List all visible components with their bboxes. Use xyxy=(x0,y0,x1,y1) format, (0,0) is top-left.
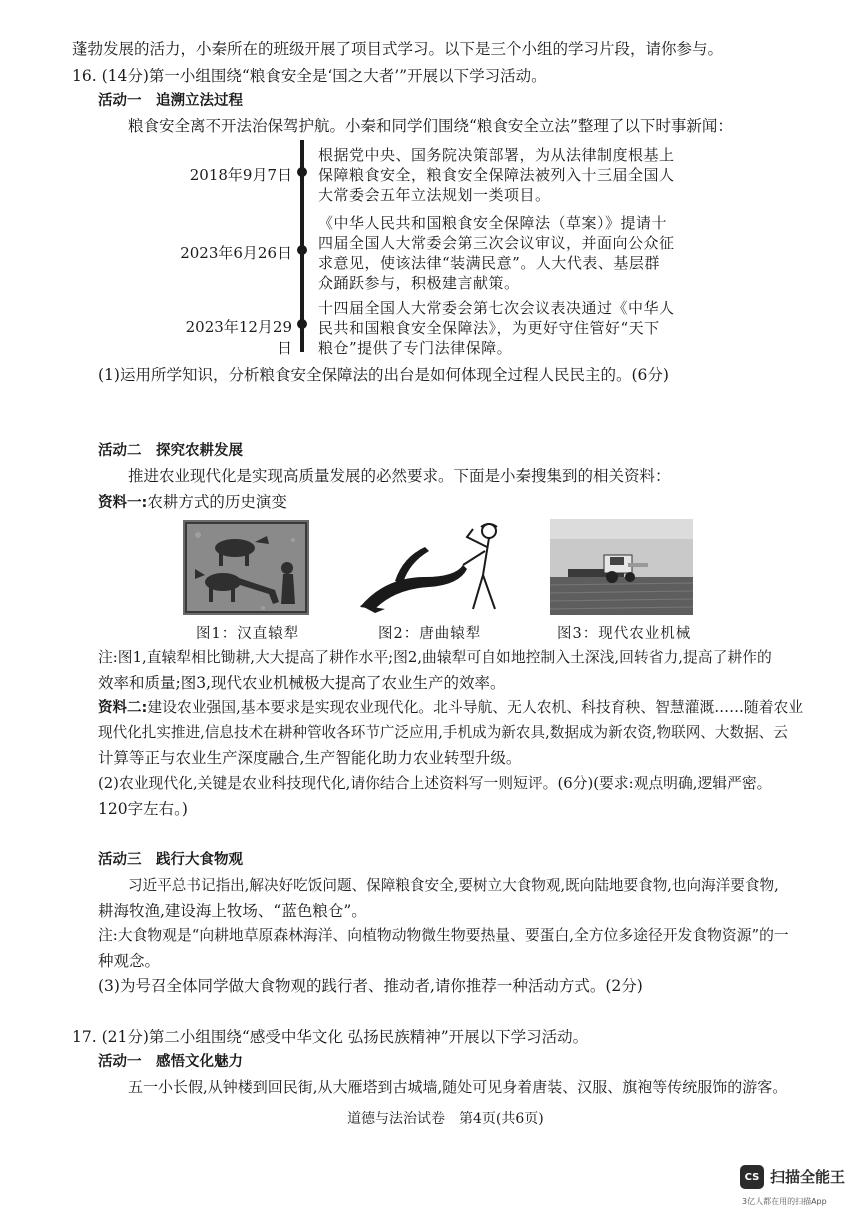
activity-1-title: 活动一 追溯立法过程 xyxy=(98,93,243,109)
timeline-text: 十四届全国人大常委会第七次会议表决通过《中华人 xyxy=(318,299,675,317)
timeline-dot xyxy=(297,245,307,255)
note-1-line: 注:图1,直辕犁相比锄耕,大大提高了耕作水平;图2,曲辕犁可自如地控制入土深浅,回转省力,提高了耕作的 xyxy=(98,649,772,666)
timeline-text: 众踊跃参与，积极建言献策。 xyxy=(318,274,520,292)
page-footer: 道德与法治试卷 第4页(共6页) xyxy=(347,1111,544,1127)
question-17-title: 17. (21分)第二小组围绕“感受中华文化 弘扬民族精神”开展以下学习活动。 xyxy=(72,1028,589,1046)
timeline-text: 大常委会五年立法规划一类项目。 xyxy=(318,186,551,204)
note-2-line: 种观念。 xyxy=(98,952,161,970)
activity-1-intro: 粮食安全离不开法治保驾护航。小秦和同学们围绕“粮食安全立法”整理了以下时事新闻： xyxy=(128,117,733,135)
timeline-dot xyxy=(297,167,307,177)
timeline-text: 民共和国粮食安全保障法》，为更好守住管好“天下 xyxy=(318,319,660,337)
material-2 xyxy=(98,698,803,718)
material-1-text: 农耕方式的历史演变 xyxy=(147,493,287,511)
note-2-line: 注:大食物观是“向耕地草原森林海洋、向植物动物微生物要热量、要蛋白,全方位多途径开发食物资源”的一 xyxy=(98,927,789,944)
timeline-text: 粮仓”提供了专门法律保障。 xyxy=(318,339,513,357)
question-16-3: (3)为号召全体同学做大食物观的践行者、推动者,请你推荐一种活动方式。(2分) xyxy=(98,977,643,995)
activity-3-text: 耕海牧渔,建设海上牧场、“蓝色粮仓”。 xyxy=(98,902,367,920)
timeline-text: 求意见，使该法律“装满民意”。人大代表、基层群 xyxy=(318,254,660,272)
question-16-1: (1)运用所学知识，分析粮食安全保障法的出台是如何体现全过程人民民主的。(6分) xyxy=(98,366,669,384)
activity-3-title: 活动三 践行大食物观 xyxy=(98,852,243,868)
activity-2-title: 活动二 探究农耕发展 xyxy=(98,443,243,459)
material-1-label: 资料一: xyxy=(98,495,148,511)
q17-activity-1-title: 活动一 感悟文化魅力 xyxy=(98,1054,243,1070)
timeline-dot xyxy=(297,319,307,329)
figure-2-image xyxy=(355,517,505,617)
timeline-text: 保障粮食安全，粮食安全保障法被列入十三届全国人 xyxy=(318,166,675,184)
timeline-text: 根据党中央、国务院决策部署，为从法律制度根基上 xyxy=(318,146,675,164)
scanner-app-name: 扫描全能王 xyxy=(770,1168,846,1186)
activity-2-intro: 推进农业现代化是实现高质量发展的必然要求。下面是小秦搜集到的相关资料： xyxy=(128,467,671,485)
figure-3-caption: 图3：现代农业机械 xyxy=(557,626,692,642)
figure-1-caption: 图1：汉直辕犁 xyxy=(196,626,300,642)
material-2-text: 建设农业强国,基本要求是实现农业现代化。北斗导航、无人农机、科技育秧、智慧灌溉……随着农业 xyxy=(147,699,804,716)
figure-3-image xyxy=(550,519,693,615)
header-line: 蓬勃发展的活力，小秦所在的班级开展了项目式学习。以下是三个小组的学习片段，请你参与。 xyxy=(72,40,724,58)
activity-3-text: 习近平总书记指出,解决好吃饭问题、保障粮食安全,要树立大食物观,既向陆地要食物,也向海洋要食物, xyxy=(128,877,779,894)
q17-activity-1-text: 五一小长假,从钟楼到回民街,从大雁塔到古城墙,随处可见身着唐装、汉服、旗袍等传统服饰的游客。 xyxy=(128,1078,788,1096)
timeline-text: 四届全国人大常委会第三次会议审议，并面向公众征 xyxy=(318,234,675,252)
material-2-line: 现代化扎实推进,信息技术在耕种管收各环节广泛应用,手机成为新农具,数据成为新农资,物联网、大数据、云 xyxy=(98,724,788,741)
note-1-line: 效率和质量;图3,现代农业机械极大提高了农业生产的效率。 xyxy=(98,674,506,692)
figure-1-image xyxy=(183,520,309,615)
question-16-2-cont: 120字左右。) xyxy=(98,800,188,818)
timeline-text: 《中华人民共和国粮食安全保障法（草案）》提请十 xyxy=(318,214,668,232)
material-2-line: 计算等正与农业生产深度融合,生产智能化助力农业转型升级。 xyxy=(98,749,522,767)
scanner-tagline: 3亿人都在用的扫描App xyxy=(742,1197,827,1206)
material-2-label: 资料二: xyxy=(98,700,148,716)
figure-2-caption: 图2：唐曲辕犁 xyxy=(378,626,482,642)
timeline-date: 2018年9月7日 xyxy=(189,166,292,184)
material-1 xyxy=(98,492,287,513)
timeline-date: 2023年6月26日 xyxy=(180,244,292,262)
camscanner-logo-icon: CS xyxy=(740,1165,764,1189)
timeline-date: 2023年12月29日 xyxy=(185,318,292,357)
question-16-2: (2)农业现代化,关键是农业科技现代化,请你结合上述资料写一则短评。(6分)(要求:观点明确,逻辑严密。 xyxy=(98,775,772,792)
question-16-title: 16. (14分)第一小组围绕“粮食安全是‘国之大者’”开展以下学习活动。 xyxy=(72,67,547,85)
